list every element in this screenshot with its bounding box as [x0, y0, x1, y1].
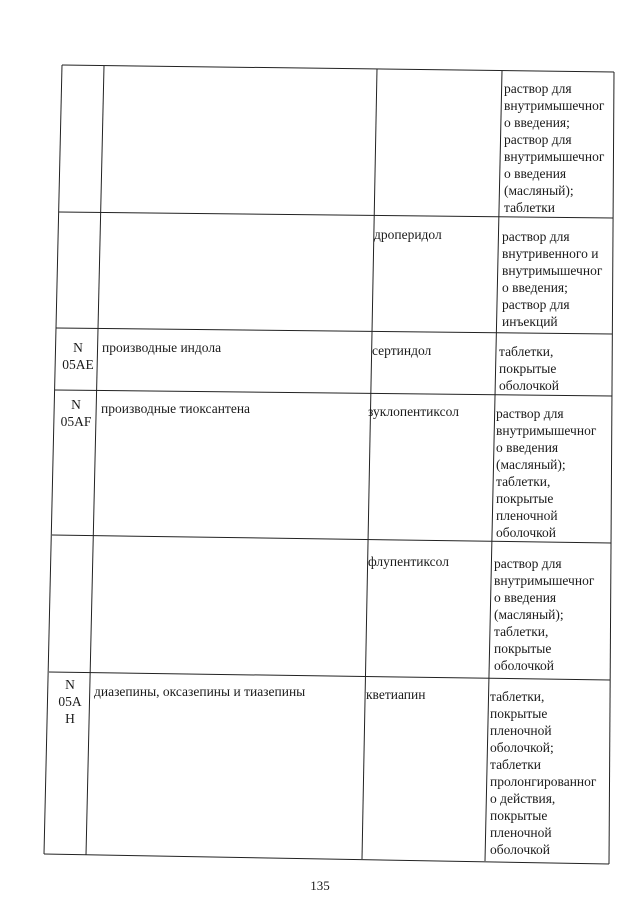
row-4-drug-name: зуклопентиксол — [368, 404, 459, 419]
row-3-atc-code: N 05AE — [62, 340, 94, 372]
row-2-drug-name: дроперидол — [374, 227, 442, 242]
row-6-group-name: диазепины, оксазепины и тиазепины — [94, 684, 306, 699]
page-number: 135 — [310, 878, 330, 893]
row-2-dosage-forms: раствор для внутривенного и внутримышечног о введения; раствор для инъекций — [502, 229, 603, 329]
row-6-dosage-forms: таблетки, покрытые пленочной оболочкой; таблетки пролонгированног о действия, покрытые пленочной оболочкой — [490, 689, 597, 857]
row-4-group-name: производные тиоксантена — [101, 401, 251, 416]
row-5-drug-name: флупентиксол — [368, 554, 449, 569]
row-3-dosage-forms: таблетки, покрытые оболочкой — [499, 344, 559, 393]
row-4-atc-code: N 05AF — [60, 397, 92, 429]
row-3-group-name: производные индола — [102, 340, 222, 355]
row-1-dosage-forms: раствор для внутримышечног о введения; раствор для внутримышечног о введения (масляный); таблетки — [504, 81, 605, 215]
row-5-dosage-forms: раствор для внутримышечног о введения (масляный); таблетки, покрытые оболочкой — [494, 556, 595, 673]
row-4-dosage-forms: раствор для внутримышечног о введения (масляный); таблетки, покрытые пленочной оболочкой — [496, 406, 597, 540]
row-3-drug-name: сертиндол — [372, 343, 432, 358]
row-6-atc-code: N 05A H — [58, 677, 82, 726]
row-6-drug-name: кветиапин — [366, 687, 426, 702]
